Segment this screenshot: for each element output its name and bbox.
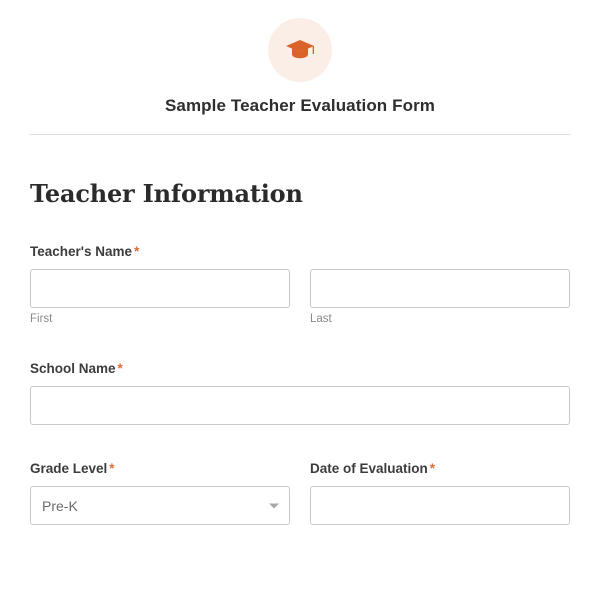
grade-date-row bbox=[30, 461, 570, 525]
field-school-name bbox=[30, 361, 570, 425]
page-title: Sample Teacher Evaluation Form bbox=[164, 96, 436, 115]
section-heading: Teacher Information bbox=[30, 179, 303, 209]
school-name-label bbox=[30, 361, 570, 376]
required-asterisk: * bbox=[109, 461, 115, 477]
graduation-cap-icon bbox=[285, 38, 315, 62]
required-asterisk: * bbox=[134, 244, 140, 260]
date-of-evaluation-label-text: Date of Evaluation bbox=[310, 461, 428, 477]
school-name-input[interactable] bbox=[30, 386, 570, 425]
form-logo bbox=[268, 18, 332, 82]
grade-level-group bbox=[30, 461, 290, 525]
field-grade-and-date bbox=[30, 461, 570, 525]
teacher-name-label-text: Teacher's Name bbox=[30, 244, 133, 260]
date-of-evaluation-label bbox=[310, 461, 570, 476]
date-of-evaluation-group bbox=[310, 461, 570, 525]
required-asterisk: * bbox=[117, 361, 123, 377]
teacher-first-name-group bbox=[30, 269, 290, 325]
grade-level-label-text: Grade Level bbox=[30, 461, 108, 477]
teacher-last-name-input[interactable] bbox=[310, 269, 570, 308]
teacher-last-name-sublabel: Last bbox=[310, 313, 332, 326]
field-teacher-name bbox=[30, 244, 570, 325]
teacher-first-name-sublabel: First bbox=[30, 313, 53, 326]
teacher-last-name-group bbox=[310, 269, 570, 325]
teacher-name-label bbox=[30, 244, 570, 259]
form-header bbox=[30, 0, 570, 135]
teacher-name-row bbox=[30, 269, 570, 325]
date-of-evaluation-input[interactable] bbox=[310, 486, 570, 525]
school-name-label-text: School Name bbox=[30, 361, 116, 377]
teacher-first-name-input[interactable] bbox=[30, 269, 290, 308]
grade-level-select-wrap bbox=[30, 486, 290, 525]
grade-level-label bbox=[30, 461, 290, 476]
grade-level-select[interactable]: Pre-K bbox=[30, 486, 290, 525]
required-asterisk: * bbox=[429, 461, 436, 477]
